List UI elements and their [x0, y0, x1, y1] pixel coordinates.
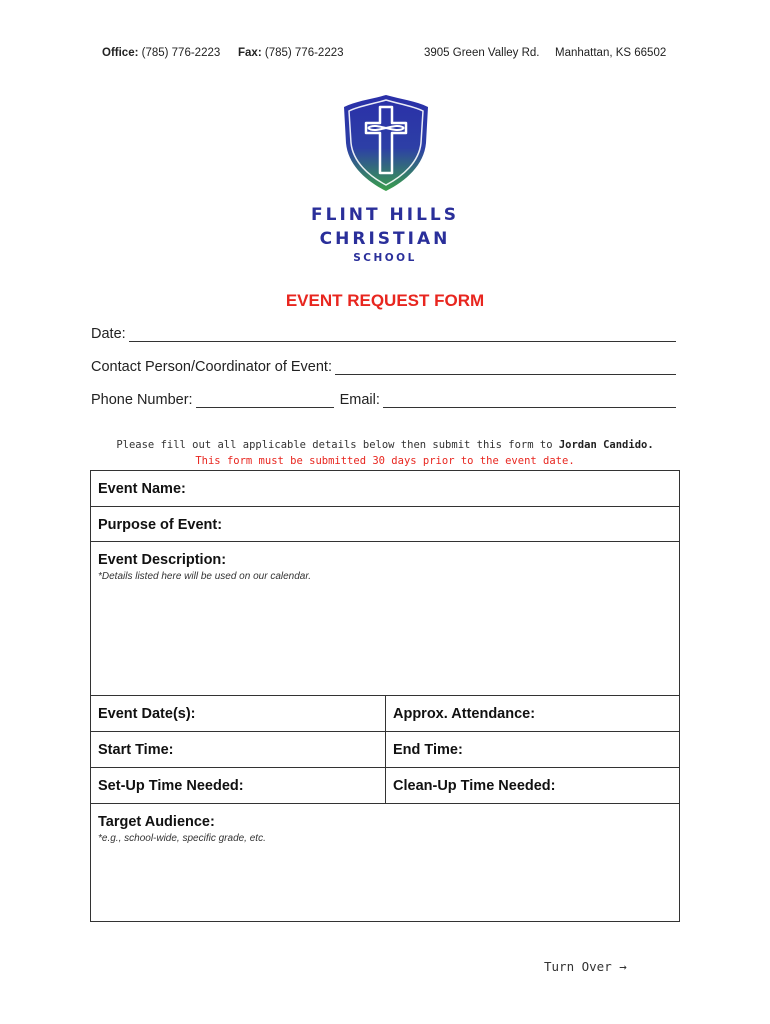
row-purpose[interactable] — [91, 507, 679, 542]
contact-name: Jordan Candido. — [558, 439, 654, 451]
end-time-cell[interactable] — [385, 732, 679, 767]
school-logo-shield — [340, 93, 432, 193]
school-name-line3: SCHOOL — [353, 252, 417, 264]
event-name-label: Event Name: — [98, 481, 186, 497]
office-phone — [102, 47, 220, 59]
attendance-cell[interactable] — [385, 696, 679, 731]
contact-blank[interactable] — [335, 360, 676, 375]
event-dates-cell[interactable] — [91, 696, 385, 731]
office-value: (785) 776-2223 — [141, 47, 221, 59]
start-time-cell[interactable] — [91, 732, 385, 767]
audience-note: *e.g., school-wide, specific grade, etc. — [98, 833, 266, 844]
school-name-line1: FLINT HILLS — [311, 205, 459, 225]
row-times — [91, 732, 679, 768]
description-cell[interactable] — [91, 542, 679, 695]
contact-field[interactable] — [91, 359, 676, 375]
purpose-label: Purpose of Event: — [98, 517, 223, 533]
date-label: Date: — [91, 326, 126, 342]
instruction-line — [0, 439, 770, 451]
event-name-cell[interactable] — [91, 471, 679, 506]
setup-time-label: Set-Up Time Needed: — [98, 778, 244, 794]
setup-time-cell[interactable] — [91, 768, 385, 803]
row-event-name[interactable] — [91, 471, 679, 507]
email-blank[interactable] — [383, 393, 676, 408]
fax-number — [238, 47, 344, 59]
purpose-cell[interactable] — [91, 507, 679, 541]
deadline-notice: This form must be submitted 30 days prior to the event date. — [195, 455, 575, 467]
cleanup-time-label: Clean-Up Time Needed: — [393, 778, 556, 794]
attendance-label: Approx. Attendance: — [393, 706, 536, 722]
date-blank[interactable] — [129, 327, 676, 342]
date-field[interactable] — [91, 326, 676, 342]
audience-cell[interactable] — [91, 804, 679, 921]
phone-email-field[interactable] — [91, 392, 676, 408]
contact-label: Contact Person/Coordinator of Event: — [91, 359, 332, 375]
phone-blank[interactable] — [196, 393, 334, 408]
office-label: Office: — [102, 47, 139, 59]
description-note: *Details listed here will be used on our calendar. — [98, 571, 312, 582]
description-label: Event Description: — [98, 552, 227, 568]
end-time-label: End Time: — [393, 742, 463, 758]
shield-cross-icon — [340, 93, 432, 193]
form-title: EVENT REQUEST FORM — [285, 291, 485, 310]
row-audience[interactable] — [91, 804, 679, 921]
instruction-text: Please fill out all applicable details below then submit this form to — [116, 439, 553, 451]
cleanup-time-cell[interactable] — [385, 768, 679, 803]
event-details-table — [90, 470, 680, 922]
turn-over-text: Turn Over → — [544, 959, 627, 974]
row-description[interactable] — [91, 542, 679, 696]
fax-label: Fax: — [238, 47, 262, 59]
row-setup-cleanup — [91, 768, 679, 804]
start-time-label: Start Time: — [98, 742, 174, 758]
phone-label: Phone Number: — [91, 392, 193, 408]
city-address: Manhattan, KS 66502 — [555, 47, 667, 59]
event-dates-label: Event Date(s): — [98, 706, 196, 722]
row-dates-attendance — [91, 696, 679, 732]
street-address: 3905 Green Valley Rd. — [424, 47, 540, 59]
fax-value: (785) 776-2223 — [264, 47, 344, 59]
email-label: Email: — [339, 392, 380, 408]
school-name-line2: CHRISTIAN — [319, 229, 451, 249]
audience-label: Target Audience: — [98, 814, 215, 830]
